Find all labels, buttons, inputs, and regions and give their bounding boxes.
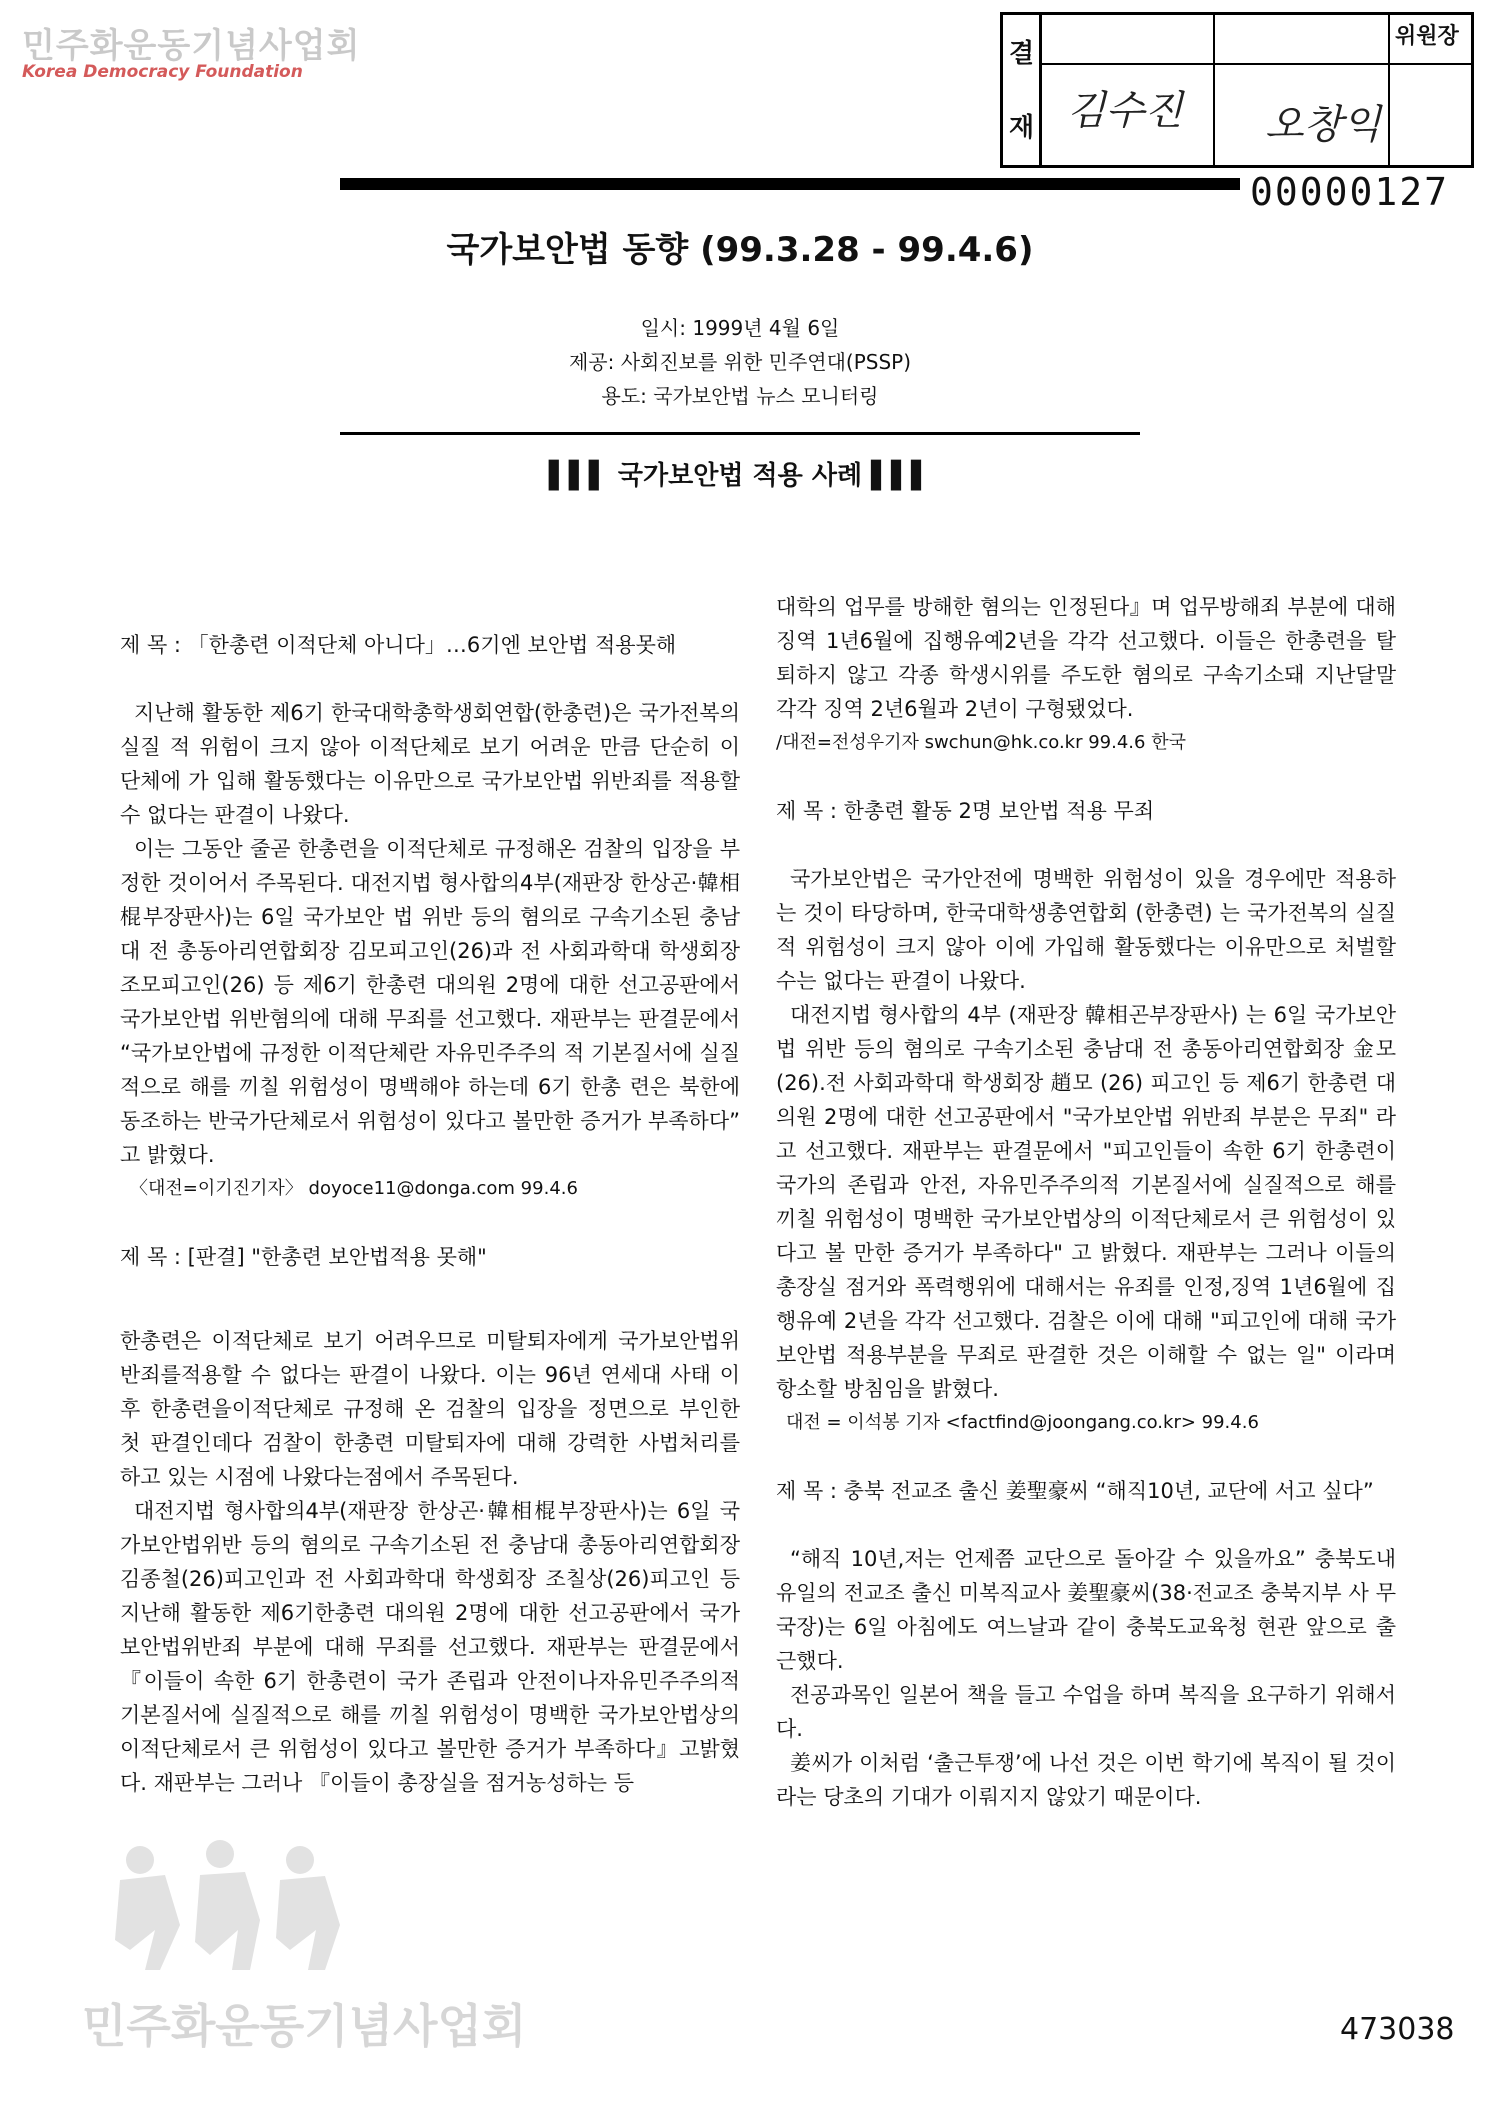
approval-signature-2: 오창익 <box>1265 102 1381 148</box>
article-1-source: 〈대전=이기진기자〉 doyoce11@donga.com 99.4.6 <box>130 1178 578 1199</box>
meta-usage: 용도: 국가보안법 뉴스 모니터링 <box>601 384 879 408</box>
meta-bottom-rule <box>340 432 1140 435</box>
document-title: 국가보안법 동향 (99.3.28 - 99.4.6) <box>446 230 1034 270</box>
document-number: 00000127 <box>1250 170 1450 214</box>
title-top-rule <box>340 178 1240 190</box>
left-column <box>120 628 740 1800</box>
article-3-source: 대전 = 이석봉 기자 <factfind@joongang.co.kr> 99.4.6 <box>786 1412 1259 1433</box>
article-4-paragraph-2: 전공과목인 일본어 책을 들고 수업을 하며 복직을 요구하기 위해서다. <box>776 1683 1396 1741</box>
approval-box <box>1000 12 1474 168</box>
foundation-logo-korean: 민주화운동기념사업회 <box>22 26 361 66</box>
approval-label-top: 결 <box>1009 39 1035 69</box>
watermark-text: 민주화운동기념사업회 <box>82 1999 527 2053</box>
foundation-logo-english: Korea Democracy Foundation <box>22 62 303 82</box>
section-heading: ▌▌▌ 국가보안법 적용 사례 ▌▌▌ <box>548 461 932 491</box>
article-1-title: 제 목 : 「한총련 이적단체 아니다」…6기엔 보안법 적용못해 <box>120 633 677 657</box>
article-4-title: 제 목 : 충북 전교조 출신 姜聖豪씨 “해직10년, 교단에 서고 싶다” <box>776 1479 1374 1503</box>
article-4-paragraph-1: “해직 10년,저는 언제쯤 교단으로 돌아갈 수 있을까요” 충북도내 유일의 전교조 출신 미복직교사 姜聖豪씨(38·전교조 충북지부 사 무국장)는 6일 아침에도 여느날과 같이 충북도교육청 현관 앞으로 출근했다. <box>776 1547 1396 1673</box>
right-column <box>776 590 1396 1814</box>
watermark-figures-icon <box>80 1830 380 1980</box>
article-2-source: /대전=전성우기자 swchun@hk.co.kr 99.4.6 한국 <box>776 732 1186 753</box>
approval-col-divider-2 <box>1388 15 1390 165</box>
article-3-paragraph-2: 대전지법 형사합의 4부 (재판장 韓相곤부장판사) 는 6일 국가보안법 위반 등의 혐의로 구속기소된 충남대 전 총동아리연합회장 金모 (26).전 사회과학대 학생회장 趙모 (26) 피고인 등 제6기 한총련 대의원 2명에 대한 선고공판에서 "국가보안법 위반죄 부분은 무죄" 라고 선고했다. 재판부는 판결문에서 "피고인들이 속한 6기 한총련이 국가의 존립과 안전, 자유민주주의적 기본질서에 실질적으로 해를 끼칠 위험성이 명백한 국가보안법상의 이적단체로서 큰 위험성이 있다고 볼 만한 증거가 부족하다" 고 밝혔다. 재판부는 그러나 이들의 총장실 점거와 폭력행위에 대해서는 유죄를 인정,징역 1년6월에 집행유예 2년을 각각 선고했다. 검찰은 이에 대해 "피고인에 대해 국가보안법 적용부분을 무죄로 판결한 것은 이해할 수 없는 일" 이라며 항소할 방침임을 밝혔다. <box>776 1003 1396 1401</box>
article-2-title: 제 목 : [판결] "한총련 보안법적용 못해" <box>120 1245 487 1269</box>
approval-row-divider <box>1039 63 1471 65</box>
approval-signature-1: 김수진 <box>1067 88 1183 134</box>
meta-date: 일시: 1999년 4월 6일 <box>640 316 840 340</box>
article-3-title: 제 목 : 한총련 활동 2명 보안법 적용 무죄 <box>776 799 1155 823</box>
approval-label-bottom: 재 <box>1009 113 1035 143</box>
page-number: 473038 <box>1340 2012 1455 2047</box>
article-3-paragraph-1: 국가보안법은 국가안전에 명백한 위험성이 있을 경우에만 적용하는 것이 타당하며, 한국대학생총연합회 (한총련) 는 국가전복의 실질적 위험성이 크지 않아 이에 가입해 활동했다는 이유만으로 처벌할 수는 없다는 판결이 나왔다. <box>776 867 1396 993</box>
article-2-paragraph-1: 한총련은 이적단체로 보기 어려우므로 미탈퇴자에게 국가보안법위반죄를적용할 수 없다는 판결이 나왔다. 이는 96년 연세대 사태 이후 한총련을이적단체로 규정해 온 검찰의 입장을 정면으로 부인한 첫 판결인데다 검찰이 한총련 미탈퇴자에 대해 강력한 사법처리를 하고 있는 시점에 나왔다는점에서 주목된다. <box>120 1329 740 1489</box>
article-1-paragraph-2: 이는 그동안 줄곧 한총련을 이적단체로 규정해온 검찰의 입장을 부정한 것이어서 주목된다. 대전지법 형사합의4부(재판장 한상곤·韓相棍부장판사)는 6일 국가보안 법 위반 등의 혐의로 구속기소된 충남대 전 총동아리연합회장 김모피고인(26)과 전 사회과학대 학생회장 조모피고인(26) 등 제6기 한총련 대의원 2명에 대한 선고공판에서 국가보안법 위반혐의에 대해 무죄를 선고했다. 재판부는 판결문에서 “국가보안법에 규정한 이적단체란 자유민주주의 적 기본질서에 실질적으로 해를 끼칠 위험성이 명백해야 하는데 6기 한총 련은 북한에 동조하는 반국가단체로서 위험성이 있다고 볼만한 증거가 부족하다” 고 밝혔다. <box>120 837 740 1167</box>
article-2-paragraph-3: 대학의 업무를 방해한 혐의는 인정된다』며 업무방해죄 부분에 대해 징역 1년6월에 집행유예2년을 각각 선고했다. 이들은 한총련을 탈퇴하지 않고 각종 학생시위를 주도한 혐의로 구속기소돼 지난달말 각각 징역 2년6월과 2년이 구형됐었다. <box>776 595 1396 721</box>
article-2-paragraph-2: 대전지법 형사합의4부(재판장 한상곤·韓相棍부장판사)는 6일 국가보안법위반 등의 혐의로 구속기소된 전 충남대 총동아리연합회장 김종철(26)피고인과 전 사회과학대 학생회장 조칠상(26)피고인 등 지난해 활동한 제6기한총련 대의원 2명에 대한 선고공판에서 국가보안법위반죄 부분에 대해 무죄를 선고했다. 재판부는 판결문에서 『이들이 속한 6기 한총련이 국가 존립과 안전이나자유민주주의적 기본질서에 실질적으로 해를 끼칠 위험성이 명백한 국가보안법상의 이적단체로서 큰 위험성이 있다고 볼만한 증거가 부족하다』고밝혔다. 재판부는 그러나 『이들이 총장실을 점거농성하는 등 <box>120 1499 740 1795</box>
approval-header-chairman: 위원장 <box>1395 24 1459 49</box>
approval-col-divider-1 <box>1213 15 1215 165</box>
meta-provider: 제공: 사회진보를 위한 민주연대(PSSP) <box>568 350 912 374</box>
article-4-paragraph-3: 姜씨가 이처럼 ‘출근투쟁’에 나선 것은 이번 학기에 복직이 될 것이라는 당초의 기대가 이뤄지지 않았기 때문이다. <box>776 1751 1396 1809</box>
approval-label-column <box>1003 15 1042 165</box>
article-1-paragraph-1: 지난해 활동한 제6기 한국대학총학생회연합(한총련)은 국가전복의 실질 적 위험이 크지 않아 이적단체로 보기 어려운 만큼 단순히 이 단체에 가 입해 활동했다는 이유만으로 국가보안법 위반죄를 적용할 수 없다는 판결이 나왔다. <box>120 701 740 827</box>
